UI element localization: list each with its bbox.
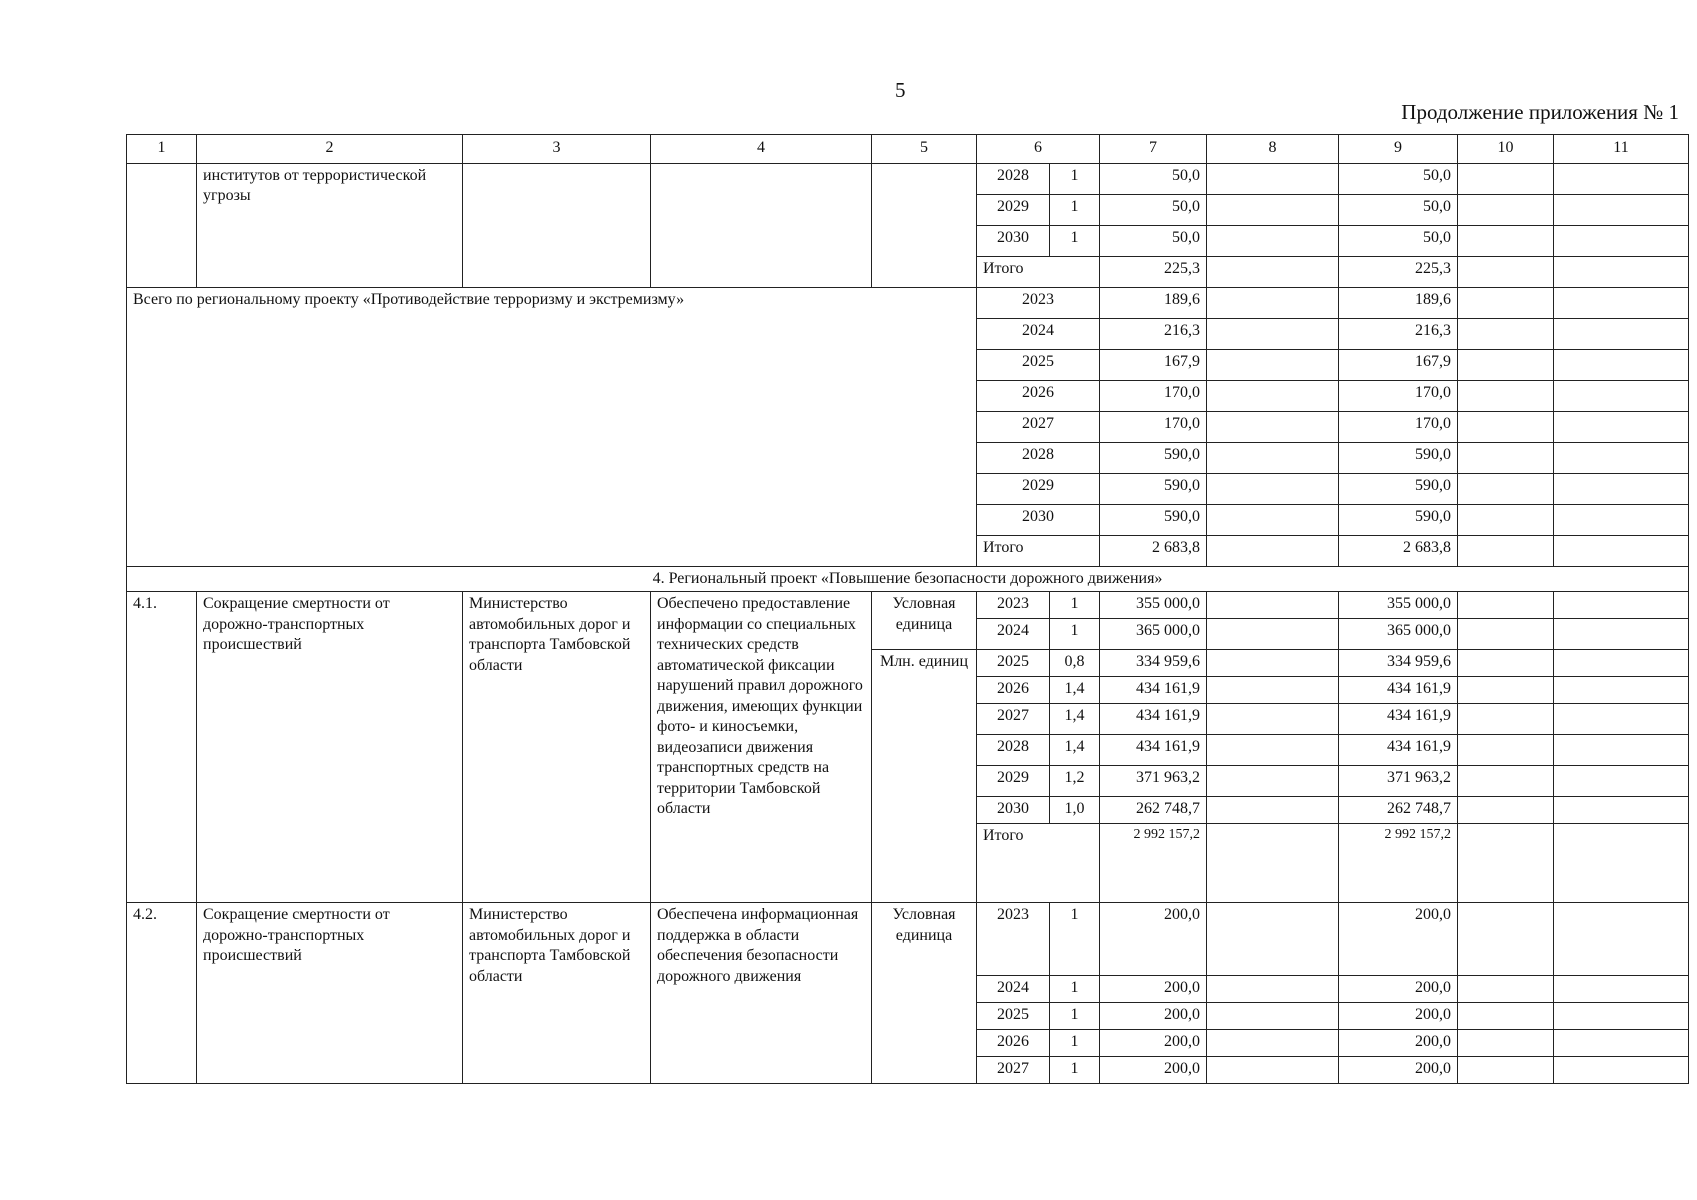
empty-col11	[1554, 619, 1689, 650]
empty-col10	[1458, 650, 1554, 677]
item-name: Сокращение смертности от дорожно-транспортных происшествий	[197, 592, 463, 903]
value-col9: 170,0	[1339, 381, 1458, 412]
empty-col10	[1458, 474, 1554, 505]
empty-col8	[1207, 474, 1339, 505]
year-cell: 2024	[977, 619, 1050, 650]
coef-cell: 1	[1050, 1030, 1100, 1057]
empty-col8	[1207, 677, 1339, 704]
empty-col10	[1458, 288, 1554, 319]
value-col7: 189,6	[1100, 288, 1207, 319]
empty-col8	[1207, 195, 1339, 226]
empty-col8	[1207, 1003, 1339, 1030]
empty-col8	[1207, 619, 1339, 650]
year-cell: 2025	[977, 650, 1050, 677]
value-col9: 200,0	[1339, 1003, 1458, 1030]
coef-cell: 1	[1050, 164, 1100, 195]
year-cell: 2029	[977, 474, 1100, 505]
year-cell: 2028	[977, 735, 1050, 766]
empty-col11	[1554, 1030, 1689, 1057]
empty-col11	[1554, 443, 1689, 474]
empty-col10	[1458, 195, 1554, 226]
value-col7: 200,0	[1100, 976, 1207, 1003]
year-cell: 2027	[977, 704, 1050, 735]
empty-col10	[1458, 735, 1554, 766]
value-col9: 590,0	[1339, 474, 1458, 505]
total-label: Итого	[977, 536, 1100, 567]
value-col9: 200,0	[1339, 1030, 1458, 1057]
coef-cell: 1	[1050, 976, 1100, 1003]
coef-cell: 1	[1050, 592, 1100, 619]
empty-col8	[1207, 226, 1339, 257]
year-cell: 2030	[977, 505, 1100, 536]
empty-col11	[1554, 195, 1689, 226]
coef-cell: 1,0	[1050, 797, 1100, 824]
value-col7: 50,0	[1100, 226, 1207, 257]
year-cell: 2025	[977, 1003, 1050, 1030]
year-cell: 2026	[977, 677, 1050, 704]
value-col7: 170,0	[1100, 381, 1207, 412]
empty-col11	[1554, 903, 1689, 976]
empty-col11	[1554, 164, 1689, 195]
total-col9: 2 992 157,2	[1339, 824, 1458, 903]
empty-col10	[1458, 903, 1554, 976]
empty-col10	[1458, 350, 1554, 381]
empty-col10	[1458, 164, 1554, 195]
coef-cell: 1	[1050, 1057, 1100, 1084]
empty-col11	[1554, 505, 1689, 536]
value-col7: 200,0	[1100, 903, 1207, 976]
empty-col8	[1207, 381, 1339, 412]
value-col7: 434 161,9	[1100, 677, 1207, 704]
empty-col8	[1207, 164, 1339, 195]
value-col7: 216,3	[1100, 319, 1207, 350]
value-col9: 170,0	[1339, 412, 1458, 443]
prev-name-cell: институтов от террористической угрозы	[197, 164, 463, 288]
total-col9: 2 683,8	[1339, 536, 1458, 567]
empty-col8	[1207, 412, 1339, 443]
item-name: Сокращение смертности от дорожно-транспортных происшествий	[197, 903, 463, 1084]
value-col9: 262 748,7	[1339, 797, 1458, 824]
year-cell: 2024	[977, 976, 1050, 1003]
value-col9: 200,0	[1339, 1057, 1458, 1084]
unit-cell: Млн. единиц	[872, 650, 977, 903]
empty-col10	[1458, 619, 1554, 650]
value-col9: 434 161,9	[1339, 704, 1458, 735]
header-row	[127, 135, 1689, 164]
value-col9: 50,0	[1339, 164, 1458, 195]
item-executor: Министерство автомобильных дорог и транспорта Тамбовской области	[463, 592, 651, 903]
col-header-7: 7	[1100, 135, 1207, 164]
col-header-3: 3	[463, 135, 651, 164]
continuation-title: Продолжение приложения № 1	[1401, 100, 1679, 124]
table-row	[127, 903, 1689, 976]
table-row	[127, 164, 1689, 195]
coef-cell: 1	[1050, 195, 1100, 226]
value-col9: 365 000,0	[1339, 619, 1458, 650]
total-label: Итого	[977, 257, 1100, 288]
appendix-table	[126, 134, 1689, 1084]
empty-col10	[1458, 1057, 1554, 1084]
empty-col11	[1554, 824, 1689, 903]
col-header-4: 4	[651, 135, 872, 164]
col-header-2: 2	[197, 135, 463, 164]
year-cell: 2026	[977, 1030, 1050, 1057]
empty-col11	[1554, 704, 1689, 735]
empty-col11	[1554, 412, 1689, 443]
empty-col8	[1207, 1030, 1339, 1057]
year-cell: 2027	[977, 412, 1100, 443]
year-cell: 2029	[977, 766, 1050, 797]
total-col7: 2 992 157,2	[1100, 824, 1207, 903]
empty-col11	[1554, 650, 1689, 677]
empty-col11	[1554, 319, 1689, 350]
item-executor: Министерство автомобильных дорог и транспорта Тамбовской области	[463, 903, 651, 1084]
empty-col11	[1554, 592, 1689, 619]
empty-col8	[1207, 704, 1339, 735]
year-cell: 2030	[977, 797, 1050, 824]
empty-col11	[1554, 288, 1689, 319]
empty-col8	[1207, 903, 1339, 976]
value-col7: 434 161,9	[1100, 735, 1207, 766]
value-col9: 167,9	[1339, 350, 1458, 381]
item-result: Обеспечена информационная поддержка в области обеспечения безопасности дорожного движения	[651, 903, 872, 1084]
empty-col10	[1458, 677, 1554, 704]
value-col9: 50,0	[1339, 226, 1458, 257]
empty-col8	[1207, 536, 1339, 567]
value-col9: 590,0	[1339, 505, 1458, 536]
coef-cell: 1	[1050, 619, 1100, 650]
table-row	[127, 592, 1689, 619]
empty-col11	[1554, 766, 1689, 797]
value-col7: 365 000,0	[1100, 619, 1207, 650]
value-col9: 200,0	[1339, 976, 1458, 1003]
empty-col11	[1554, 797, 1689, 824]
empty-col8	[1207, 592, 1339, 619]
empty-col10	[1458, 592, 1554, 619]
col-header-9: 9	[1339, 135, 1458, 164]
empty-col10	[1458, 536, 1554, 567]
year-cell: 2027	[977, 1057, 1050, 1084]
empty-col11	[1554, 257, 1689, 288]
value-col9: 334 959,6	[1339, 650, 1458, 677]
coef-cell: 1	[1050, 1003, 1100, 1030]
empty-col10	[1458, 1030, 1554, 1057]
coef-cell: 1,4	[1050, 704, 1100, 735]
year-cell: 2029	[977, 195, 1050, 226]
empty-col8	[1207, 797, 1339, 824]
empty-col11	[1554, 226, 1689, 257]
empty-col8	[1207, 257, 1339, 288]
section-row	[127, 567, 1689, 592]
empty-col10	[1458, 704, 1554, 735]
empty-col8	[1207, 735, 1339, 766]
value-col7: 50,0	[1100, 195, 1207, 226]
prev-executor-cell	[463, 164, 651, 288]
total-col7: 225,3	[1100, 257, 1207, 288]
empty-col11	[1554, 976, 1689, 1003]
value-col7: 590,0	[1100, 443, 1207, 474]
empty-col8	[1207, 650, 1339, 677]
empty-col8	[1207, 319, 1339, 350]
year-cell: 2024	[977, 319, 1100, 350]
year-cell: 2028	[977, 443, 1100, 474]
empty-col10	[1458, 797, 1554, 824]
value-col9: 355 000,0	[1339, 592, 1458, 619]
year-cell: 2023	[977, 288, 1100, 319]
unit-cell: Условная единица	[872, 903, 977, 1084]
empty-col10	[1458, 412, 1554, 443]
col-header-1: 1	[127, 135, 197, 164]
empty-col8	[1207, 505, 1339, 536]
empty-col10	[1458, 443, 1554, 474]
year-cell: 2030	[977, 226, 1050, 257]
value-col9: 434 161,9	[1339, 677, 1458, 704]
empty-col10	[1458, 766, 1554, 797]
value-col7: 200,0	[1100, 1003, 1207, 1030]
empty-col10	[1458, 824, 1554, 903]
empty-col11	[1554, 536, 1689, 567]
value-col7: 200,0	[1100, 1057, 1207, 1084]
page-number: 5	[895, 78, 906, 102]
empty-col8	[1207, 824, 1339, 903]
item-result: Обеспечено предоставление информации со специальных технических средств автоматической фиксации нарушений правил дорожного движения, имеющих функции фото- и киносъемки, видеозаписи движения транспортных средств на территории Тамбовской области	[651, 592, 872, 903]
year-cell: 2026	[977, 381, 1100, 412]
item-number: 4.1.	[127, 592, 197, 903]
empty-col10	[1458, 319, 1554, 350]
empty-col10	[1458, 1003, 1554, 1030]
unit-cell: Условная единица	[872, 592, 977, 650]
value-col9: 189,6	[1339, 288, 1458, 319]
total-col7: 2 683,8	[1100, 536, 1207, 567]
value-col7: 50,0	[1100, 164, 1207, 195]
year-cell: 2023	[977, 592, 1050, 619]
coef-cell: 1	[1050, 903, 1100, 976]
empty-col11	[1554, 677, 1689, 704]
value-col7: 371 963,2	[1100, 766, 1207, 797]
total-col9: 225,3	[1339, 257, 1458, 288]
table-row	[127, 288, 1689, 319]
value-col7: 200,0	[1100, 1030, 1207, 1057]
summary-label: Всего по региональному проекту «Противодействие терроризму и экстремизму»	[127, 288, 977, 567]
col-header-5: 5	[872, 135, 977, 164]
prev-result-cell	[651, 164, 872, 288]
year-cell: 2023	[977, 903, 1050, 976]
empty-col11	[1554, 474, 1689, 505]
year-cell: 2025	[977, 350, 1100, 381]
item-number: 4.2.	[127, 903, 197, 1084]
value-col7: 590,0	[1100, 474, 1207, 505]
section-title: 4. Региональный проект «Повышение безопасности дорожного движения»	[127, 567, 1689, 592]
value-col9: 371 963,2	[1339, 766, 1458, 797]
value-col9: 434 161,9	[1339, 735, 1458, 766]
value-col9: 50,0	[1339, 195, 1458, 226]
coef-cell: 1,4	[1050, 677, 1100, 704]
total-label: Итого	[977, 824, 1100, 903]
col-header-11: 11	[1554, 135, 1689, 164]
value-col7: 167,9	[1100, 350, 1207, 381]
col-header-6: 6	[977, 135, 1100, 164]
prev-number-cell	[127, 164, 197, 288]
empty-col8	[1207, 766, 1339, 797]
coef-cell: 1	[1050, 226, 1100, 257]
prev-unit-cell	[872, 164, 977, 288]
empty-col8	[1207, 288, 1339, 319]
value-col9: 590,0	[1339, 443, 1458, 474]
value-col7: 170,0	[1100, 412, 1207, 443]
value-col7: 434 161,9	[1100, 704, 1207, 735]
empty-col11	[1554, 1057, 1689, 1084]
empty-col8	[1207, 976, 1339, 1003]
value-col9: 200,0	[1339, 903, 1458, 976]
empty-col11	[1554, 350, 1689, 381]
empty-col8	[1207, 443, 1339, 474]
value-col7: 262 748,7	[1100, 797, 1207, 824]
empty-col10	[1458, 505, 1554, 536]
empty-col11	[1554, 1003, 1689, 1030]
empty-col8	[1207, 1057, 1339, 1084]
value-col7: 334 959,6	[1100, 650, 1207, 677]
empty-col8	[1207, 350, 1339, 381]
empty-col10	[1458, 381, 1554, 412]
coef-cell: 1,2	[1050, 766, 1100, 797]
value-col7: 590,0	[1100, 505, 1207, 536]
empty-col10	[1458, 226, 1554, 257]
year-cell: 2028	[977, 164, 1050, 195]
empty-col11	[1554, 381, 1689, 412]
empty-col10	[1458, 257, 1554, 288]
col-header-8: 8	[1207, 135, 1339, 164]
empty-col11	[1554, 735, 1689, 766]
value-col7: 355 000,0	[1100, 592, 1207, 619]
col-header-10: 10	[1458, 135, 1554, 164]
coef-cell: 1,4	[1050, 735, 1100, 766]
coef-cell: 0,8	[1050, 650, 1100, 677]
empty-col10	[1458, 976, 1554, 1003]
value-col9: 216,3	[1339, 319, 1458, 350]
